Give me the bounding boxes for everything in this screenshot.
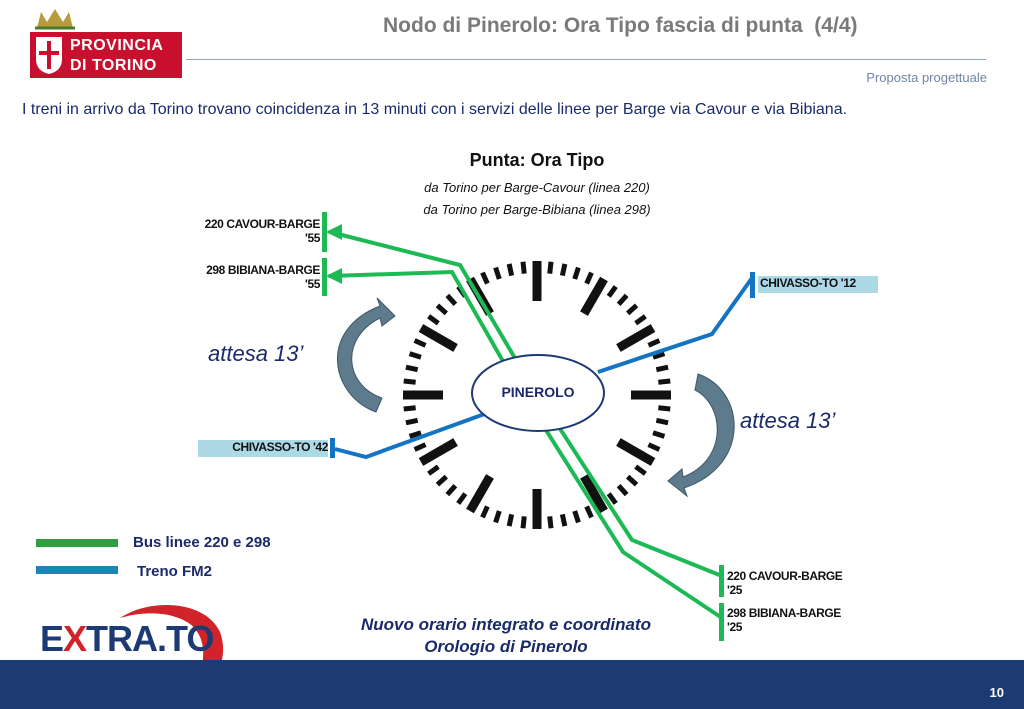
label-298-inbound-name: 298 BIBIANA-BARGE	[206, 263, 320, 277]
clock-minute-tick	[562, 264, 564, 276]
legend-train-swatch	[36, 566, 118, 574]
clock-minute-tick	[404, 408, 416, 409]
clock-minute-tick	[496, 268, 500, 279]
clock-minute-tick	[656, 367, 668, 369]
legend-bus-swatch	[36, 539, 118, 547]
label-220-outbound-time: '25	[727, 583, 743, 597]
logo-text-line1: PROVINCIA	[70, 37, 164, 54]
clock-hour-tick	[618, 328, 653, 348]
clock-minute-tick	[509, 514, 511, 526]
clock-hour-tick	[470, 476, 490, 511]
hub-label: PINEROLO	[501, 384, 575, 400]
clock-minute-tick	[437, 477, 446, 485]
label-220-outbound	[727, 569, 867, 597]
end-bar-220-in	[322, 212, 327, 252]
caption-line1: Nuovo orario integrato e coordinato	[361, 615, 651, 634]
label-298-outbound-name: 298 BIBIANA-BARGE	[727, 606, 841, 620]
end-bar-chivasso-out	[750, 272, 755, 298]
clock-minute-tick	[458, 494, 465, 504]
page-number: 10	[989, 685, 1004, 700]
intro-text: I treni in arrivo da Torino trovano coincidenza in 13 minuti con i servizi delle linee per Barge via Cavour e via Bibiana.	[22, 101, 848, 118]
wait-label-left: attesa 13’	[208, 341, 304, 366]
caption-line2: Orologio di Pinerolo	[424, 637, 588, 656]
clock-hour-tick	[421, 442, 456, 462]
clock-minute-tick	[658, 408, 670, 409]
label-chivasso-inbound: CHIVASSO-TO '42	[198, 440, 328, 457]
clock-minute-tick	[496, 511, 500, 522]
label-220-inbound	[170, 217, 320, 245]
clock-minute-tick	[437, 305, 446, 313]
end-bar-220-out	[719, 565, 724, 597]
footer-bar	[0, 660, 1024, 709]
clock-minute-tick	[587, 273, 592, 284]
caption	[318, 614, 694, 658]
clock-minute-tick	[562, 514, 564, 526]
clock-minute-tick	[404, 381, 416, 382]
end-bar-298-in	[322, 258, 327, 296]
end-bar-298-out	[719, 603, 724, 641]
extra-to-logo-x: X	[63, 618, 87, 659]
clock-minute-tick	[550, 262, 551, 274]
end-bar-chivasso-in	[330, 438, 335, 458]
clock-minute-tick	[609, 494, 616, 504]
label-220-inbound-name: 220 CAVOUR-BARGE	[204, 217, 320, 231]
bus-line-298	[330, 272, 722, 618]
logo-text-line2: DI TORINO	[70, 57, 157, 74]
clock-minute-tick	[636, 467, 646, 474]
clock-minute-tick	[447, 295, 455, 304]
clock-minute-tick	[410, 354, 421, 358]
clock-minute-tick	[628, 477, 637, 485]
label-220-outbound-name: 220 CAVOUR-BARGE	[727, 569, 843, 583]
clock-minute-tick	[648, 445, 659, 450]
page-title: Nodo di Pinerolo: Ora Tipo fascia di punta (4/4)	[383, 14, 858, 37]
clock-minute-tick	[656, 420, 668, 422]
train-line-out	[598, 278, 752, 372]
label-220-inbound-time: '55	[304, 231, 320, 245]
clock-minute-tick	[575, 511, 579, 522]
wait-arrow-left	[337, 298, 395, 412]
extra-to-logo-rest: TRA.TO	[86, 618, 214, 659]
arrow-head-220	[326, 224, 342, 240]
clock-minute-tick	[523, 262, 524, 274]
diagram-title: Punta: Ora Tipo	[469, 150, 605, 170]
page-subtitle: Proposta progettuale	[866, 70, 987, 85]
legend-train-label: Treno FM2	[137, 563, 213, 580]
clock-minute-tick	[523, 516, 524, 528]
clock-hour-tick	[584, 279, 604, 314]
clock-minute-tick	[447, 486, 455, 495]
extra-to-logo-e: E	[40, 618, 64, 659]
clock-minute-tick	[415, 340, 426, 345]
clock-minute-tick	[619, 295, 627, 304]
clock-minute-tick	[429, 316, 439, 323]
clock-hour-tick	[618, 442, 653, 462]
label-298-outbound-time: '25	[727, 620, 743, 634]
wait-arrow-right	[668, 374, 734, 496]
clock-minute-tick	[648, 340, 659, 345]
clock-minute-tick	[482, 273, 487, 284]
diagram-subtitle-2: da Torino per Barge-Bibiana (linea 298)	[423, 202, 651, 217]
clock-minute-tick	[509, 264, 511, 276]
extra-to-logo	[40, 618, 213, 660]
label-298-inbound-time: '55	[304, 277, 320, 291]
arrow-head-298	[326, 268, 342, 284]
clock-minute-tick	[550, 516, 551, 528]
clock-minute-tick	[628, 305, 637, 313]
label-298-outbound	[727, 606, 867, 634]
label-298-inbound	[170, 263, 320, 291]
wait-label-right: attesa 13’	[740, 408, 836, 433]
clock-minute-tick	[575, 268, 579, 279]
clock-minute-tick	[587, 506, 592, 517]
clock-minute-tick	[406, 420, 418, 422]
clock-minute-tick	[619, 486, 627, 495]
clock-minute-tick	[636, 316, 646, 323]
clock-minute-tick	[406, 367, 418, 369]
legend-bus-label: Bus linee 220 e 298	[133, 534, 271, 551]
clock-minute-tick	[609, 287, 616, 297]
clock-minute-tick	[658, 381, 670, 382]
label-chivasso-outbound: CHIVASSO-TO '12	[758, 276, 878, 293]
diagram-subtitle-1: da Torino per Barge-Cavour (linea 220)	[424, 180, 650, 195]
clock-minute-tick	[415, 445, 426, 450]
clock-minute-tick	[482, 506, 487, 517]
clock-minute-tick	[653, 433, 664, 437]
clock-minute-tick	[429, 467, 439, 474]
clock-hour-tick	[421, 328, 456, 348]
